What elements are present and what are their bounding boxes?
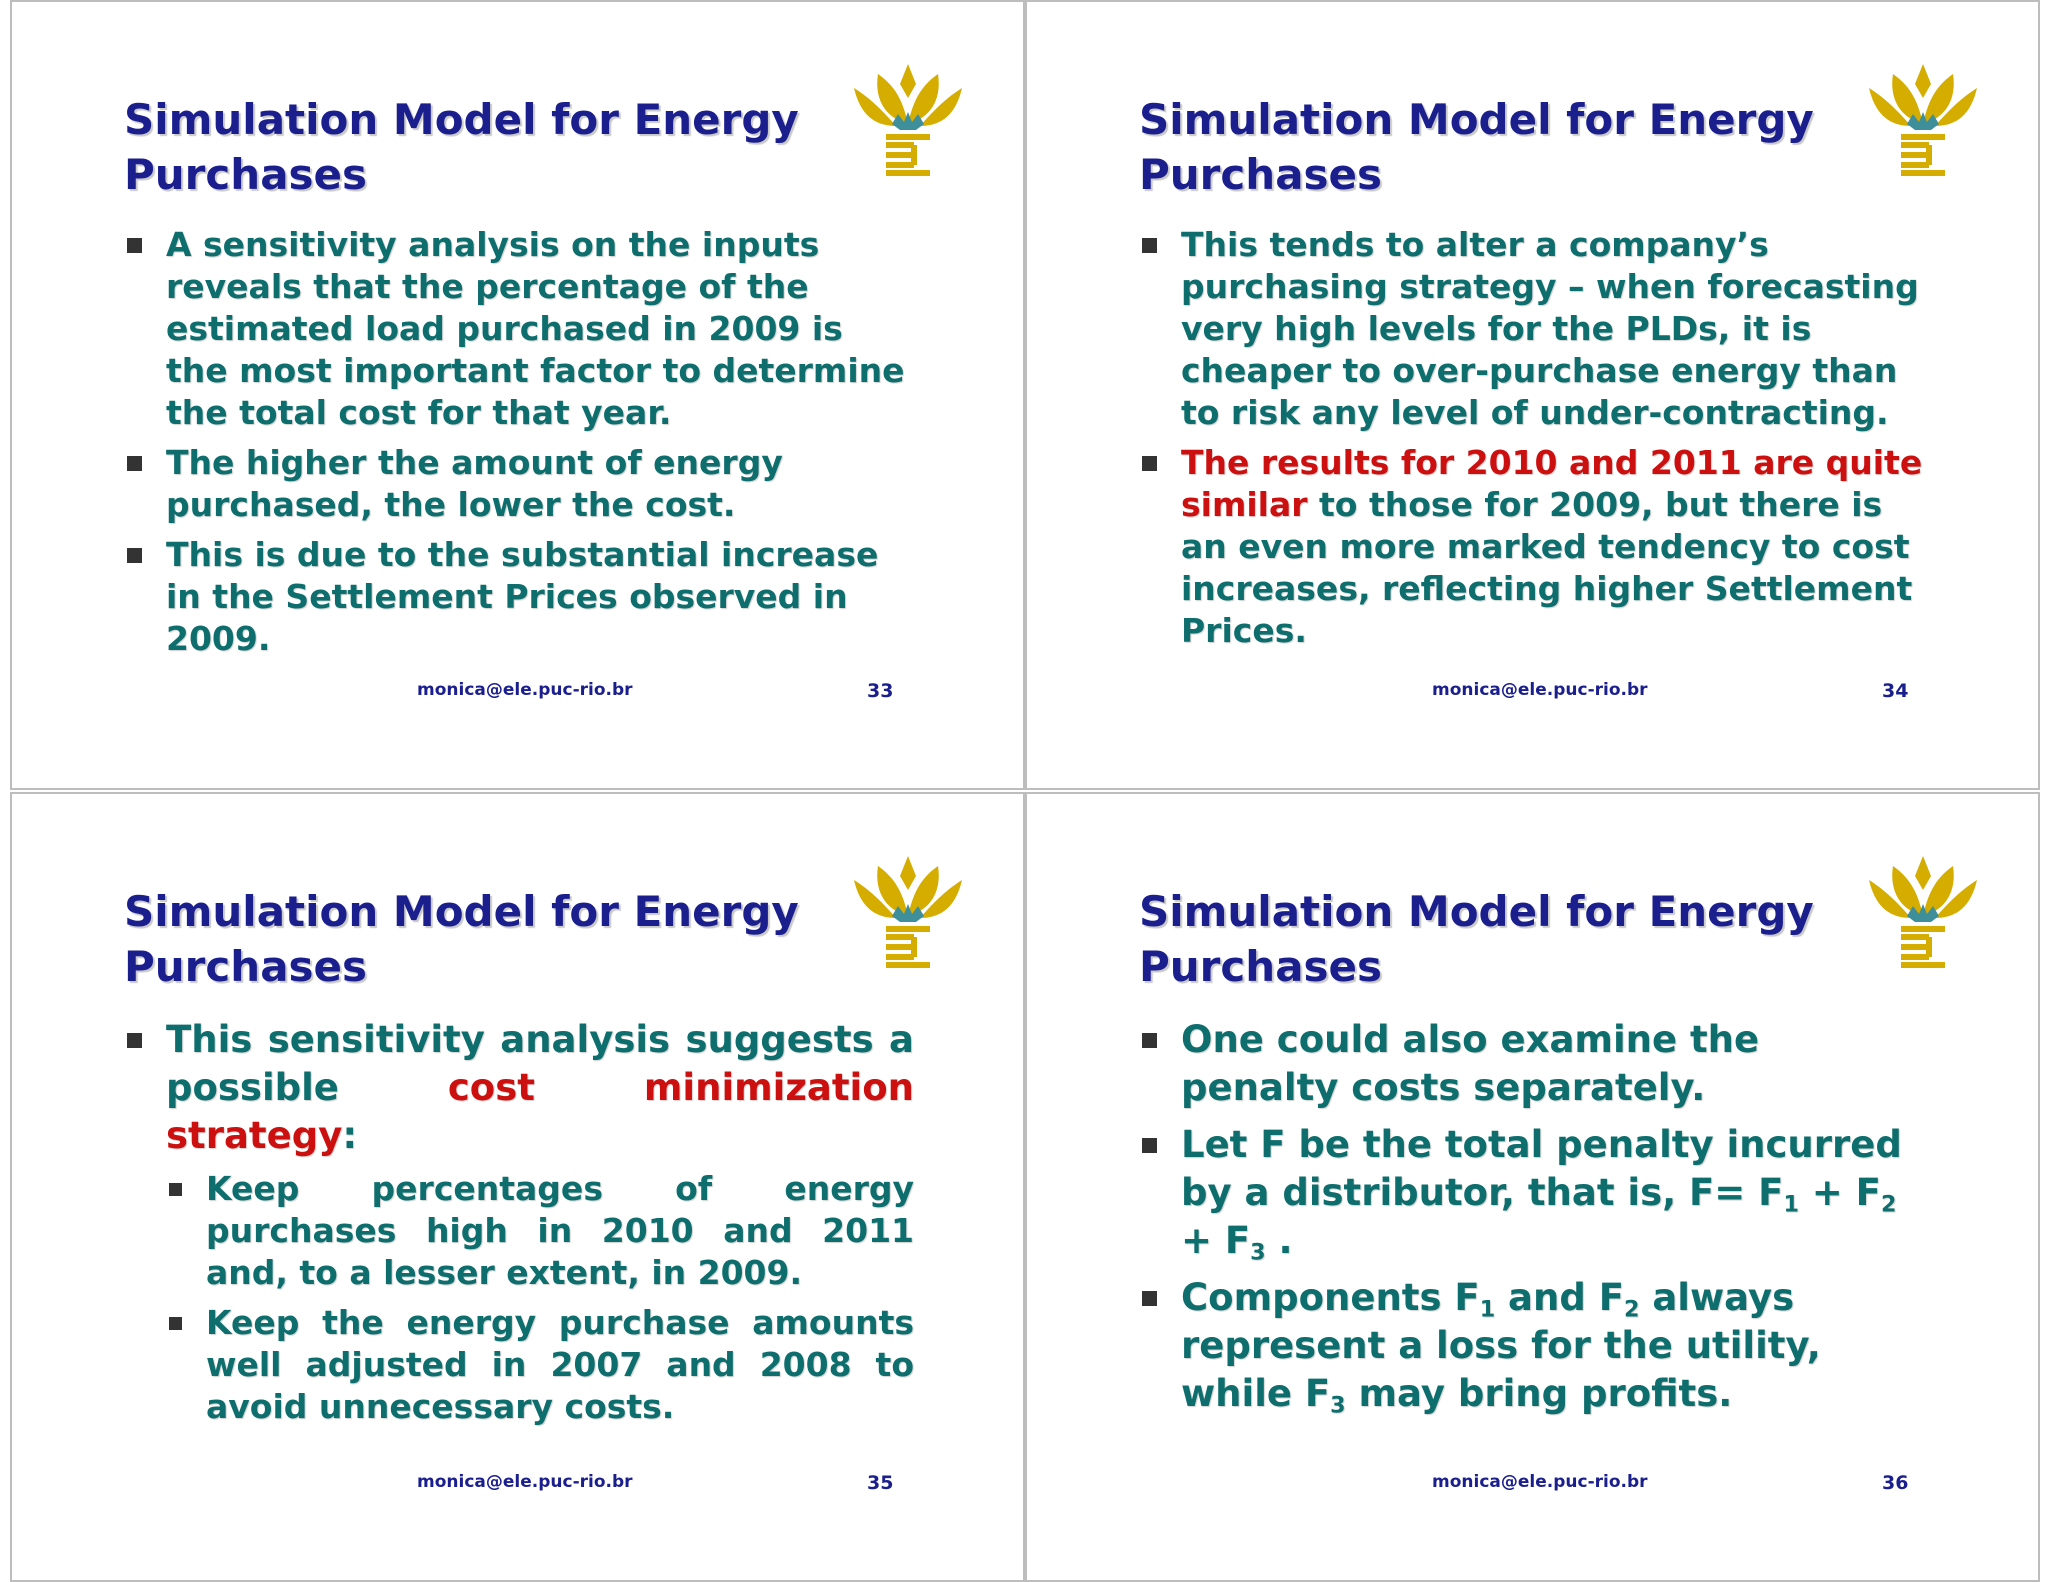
iee-crown-logo — [1867, 854, 1979, 976]
square-bullet-icon — [1142, 1138, 1157, 1153]
sub-bullet-list — [166, 1168, 914, 1428]
slide-number: 33 — [867, 680, 894, 702]
square-bullet-icon — [1142, 238, 1157, 253]
bullet-list — [1139, 224, 1929, 660]
square-bullet-icon — [169, 1183, 182, 1196]
square-bullet-icon — [1142, 1291, 1157, 1306]
square-bullet-icon — [1142, 1033, 1157, 1048]
bullet-item: The higher the amount of energy purchased, the lower the cost. — [124, 442, 914, 526]
bullet-item: Let F be the total penalty incurred by a distributor, that is, $F= F_1 + F_2 + F_3$ . — [1139, 1121, 1929, 1265]
square-bullet-icon — [127, 456, 142, 471]
slide-34 — [1025, 0, 2040, 790]
slide-33 — [10, 0, 1025, 790]
slide-title: Simulation Model for Energy Purchases — [124, 887, 799, 991]
iee-crown-logo — [852, 62, 964, 184]
iee-crown-logo — [1867, 62, 1979, 184]
slide-title: Simulation Model for Energy Purchases — [124, 95, 799, 199]
square-bullet-icon — [169, 1317, 182, 1330]
bullet-item: This tends to alter a company’s purchasing strategy – when forecasting very high levels for the PLDs, it is cheaper to over-purchase energy than to risk any level of under-contracting. — [1139, 224, 1929, 434]
bullet-item: A sensitivity analysis on the inputs reveals that the percentage of the estimated load purchased in 2009 is the most important factor to determine the total cost for that year. — [124, 224, 914, 434]
bullet-item: Components $F_1$ and $F_2$ always represent a loss for the utility, while $F_3$ may bring profits. — [1139, 1274, 1929, 1418]
slide-number: 36 — [1882, 1472, 1909, 1494]
slide-title: Simulation Model for Energy Purchases — [1139, 887, 1814, 991]
bullet-item: This is due to the substantial increase in the Settlement Prices observed in 2009. — [124, 534, 914, 660]
footer-email: monica@ele.puc-rio.br — [417, 680, 633, 700]
footer-email: monica@ele.puc-rio.br — [1432, 1472, 1648, 1492]
bullet-list — [124, 1016, 914, 1437]
slide-number: 34 — [1882, 680, 1909, 702]
bullet-item: This sensitivity analysis suggests a possible cost minimization strategy: Keep percentages of energy purchases high in 2010 and 2011 and, to a lesser extent, in 2009. Keep the energy purchase amounts well adjusted in 2007 and 2008 to avoid unnecessary costs. — [124, 1016, 914, 1428]
bullet-item: The results for 2010 and 2011 are quite similar to those for 2009, but there is an even more marked tendency to cost increases, reflecting higher Settlement Prices. — [1139, 442, 1929, 652]
bullet-list — [1139, 1016, 1929, 1427]
bullet-list — [124, 224, 914, 668]
slide-35 — [10, 792, 1025, 1582]
footer-email: monica@ele.puc-rio.br — [417, 1472, 633, 1492]
square-bullet-icon — [127, 548, 142, 563]
iee-crown-logo — [852, 854, 964, 976]
sub-bullet-item: Keep percentages of energy purchases high in 2010 and 2011 and, to a lesser extent, in 2009. — [166, 1168, 914, 1294]
footer-email: monica@ele.puc-rio.br — [1432, 680, 1648, 700]
slide-title: Simulation Model for Energy Purchases — [1139, 95, 1814, 199]
square-bullet-icon — [1142, 456, 1157, 471]
slide-36 — [1025, 792, 2040, 1582]
square-bullet-icon — [127, 1033, 142, 1048]
sub-bullet-item: Keep the energy purchase amounts well adjusted in 2007 and 2008 to avoid unnecessary costs. — [166, 1302, 914, 1428]
square-bullet-icon — [127, 238, 142, 253]
slide-number: 35 — [867, 1472, 894, 1494]
bullet-item: One could also examine the penalty costs separately. — [1139, 1016, 1929, 1112]
